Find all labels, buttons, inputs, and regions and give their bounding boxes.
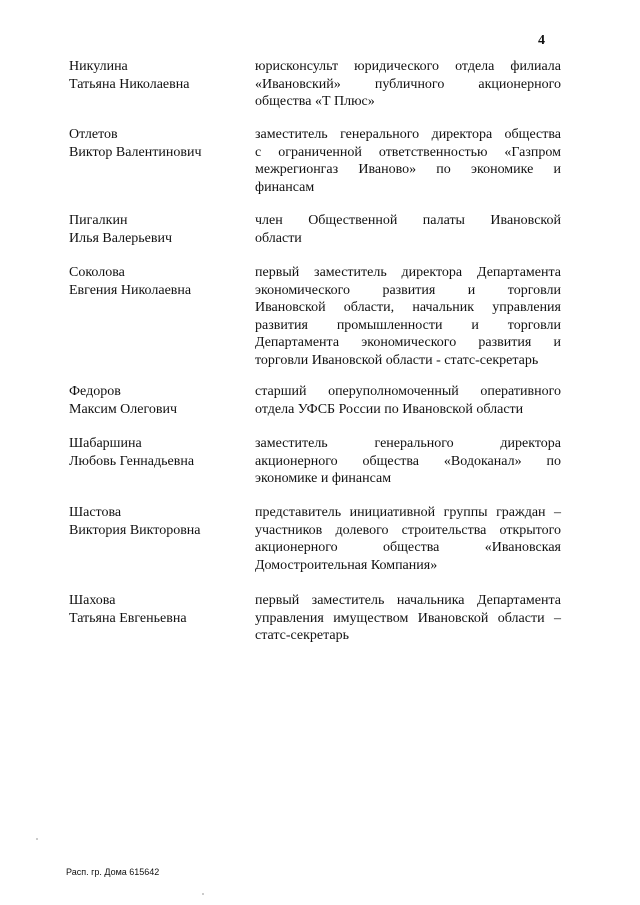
position-line: старший оперуполномоченный оперативного xyxy=(255,384,561,399)
position-line: акционерного общества «Ивановская xyxy=(255,540,561,556)
position-line: статс-секретарь xyxy=(255,628,350,644)
member-surname: Соколова xyxy=(69,265,125,280)
member-surname: Шахова xyxy=(69,593,116,608)
member-given-names: Максим Олегович xyxy=(69,402,178,417)
member-given-names: Татьяна Николаевна xyxy=(69,77,190,92)
page-number: 4 xyxy=(538,33,545,48)
member-surname: Никулина xyxy=(69,59,128,74)
member-name xyxy=(69,264,249,300)
position-line: Департамента экономического развития и xyxy=(255,335,561,351)
position-line: акционерного общества «Водоканал» по xyxy=(255,453,561,469)
member-given-names: Виктория Викторовна xyxy=(69,523,201,538)
member-surname: Пигалкин xyxy=(69,213,128,228)
position-line: заместитель генерального директора xyxy=(255,436,561,451)
member-name xyxy=(69,126,249,162)
position-line: участников долевого строительства открытого xyxy=(255,522,561,538)
member-given-names: Евгения Николаевна xyxy=(69,283,192,298)
position-line: области xyxy=(255,230,302,246)
member-name xyxy=(69,435,249,471)
member-position xyxy=(255,383,561,418)
position-line: заместитель генерального директора общества xyxy=(255,127,561,142)
position-line: представитель инициативной группы граждан – xyxy=(255,505,561,520)
member-surname: Федоров xyxy=(69,384,121,399)
member-given-names: Виктор Валентинович xyxy=(69,145,202,160)
member-surname: Шабаршина xyxy=(69,436,142,451)
member-surname: Шастова xyxy=(69,505,122,520)
member-position xyxy=(255,58,561,111)
position-line: торговли Ивановской области - статс-секретарь xyxy=(255,352,539,368)
member-name xyxy=(69,592,249,628)
position-line: первый заместитель начальника Департамента xyxy=(255,593,561,608)
position-line: член Общественной палаты Ивановской xyxy=(255,213,561,228)
member-name xyxy=(69,212,249,248)
member-position xyxy=(255,126,561,196)
position-line: управления имуществом Ивановской области – xyxy=(255,610,561,626)
scan-speck xyxy=(202,893,204,895)
member-given-names: Татьяна Евгеньевна xyxy=(69,611,187,626)
position-line: финансам xyxy=(255,179,315,195)
scan-speck xyxy=(36,838,38,840)
position-line: экономического развития и торговли xyxy=(255,282,561,298)
member-position xyxy=(255,435,561,488)
member-position xyxy=(255,592,561,645)
member-surname: Отлетов xyxy=(69,127,118,142)
member-position xyxy=(255,264,561,370)
position-line: первый заместитель директора Департамента xyxy=(255,265,561,280)
member-given-names: Илья Валерьевич xyxy=(69,231,173,246)
member-name xyxy=(69,58,249,94)
position-line: межрегионгаз Иваново» по экономике и xyxy=(255,162,561,178)
position-line: экономике и финансам xyxy=(255,471,392,487)
member-name xyxy=(69,504,249,540)
position-line: юрисконсульт юридического отдела филиала xyxy=(255,59,561,74)
position-line: развития промышленности и торговли xyxy=(255,317,561,333)
member-given-names: Любовь Геннадьевна xyxy=(69,454,195,469)
member-position xyxy=(255,212,561,247)
position-line: «Ивановский» публичного акционерного xyxy=(255,76,561,92)
position-line: отдела УФСБ России по Ивановской области xyxy=(255,401,524,417)
position-line: общества «Т Плюс» xyxy=(255,94,375,110)
position-line: Домостроительная Компания» xyxy=(255,557,438,573)
footer-document-code: Расп. гр. Дома 615642 xyxy=(66,867,160,877)
position-line: Ивановской области, начальник управления xyxy=(255,300,561,316)
member-position xyxy=(255,504,561,574)
member-name xyxy=(69,383,249,419)
position-line: с ограниченной ответственностью «Газпром xyxy=(255,144,561,160)
